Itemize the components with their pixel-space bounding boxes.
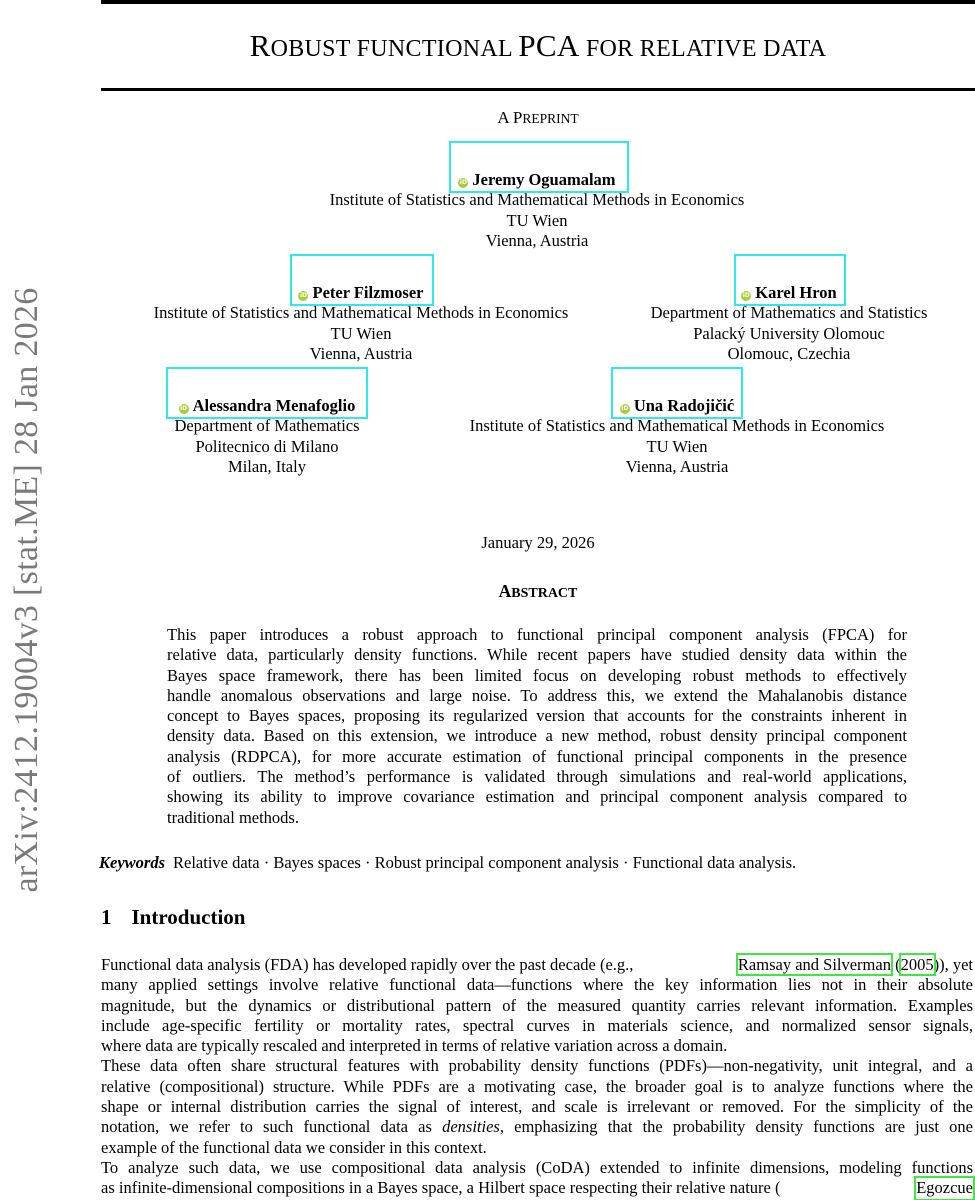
orcid-icon[interactable]: iD	[742, 292, 750, 299]
introduction-text	[101, 955, 973, 1199]
intro-line: include age-specific fertility or mortality rates, spectral curves in materials science, and normalized sensor signals,	[101, 1015, 973, 1035]
orcid-icon[interactable]: iD	[621, 405, 629, 412]
title-rule	[101, 88, 975, 91]
abstract-line: handle anomalous observations and large noise. To address this, we extend the Mahalanobis distance	[167, 685, 907, 705]
author-affiliation: Olomouc, Czechia	[727, 343, 851, 363]
author-link-box[interactable]	[166, 367, 368, 419]
abstract-line: density data. Based on this extension, we introduce a new method, robust density principal component	[167, 726, 907, 746]
author-block	[489, 283, 975, 364]
intro-line	[101, 955, 973, 975]
intro-line: where data are typically rescaled and interpreted in terms of relative variation across a domain.	[101, 1036, 728, 1056]
citation-link-2005[interactable]: 2005	[900, 955, 934, 974]
abstract-line: analysis (RDPCA), for more accurate estimation of functional principal components in the presence	[167, 746, 907, 766]
author-affiliation: TU Wien	[506, 210, 568, 230]
author-affiliation: Institute of Statistics and Mathematical Methods in Economics	[329, 190, 745, 210]
paper-title: ROBUST FUNCTIONAL PCA FOR RELATIVE DATA	[249, 28, 827, 63]
author-affiliation: TU Wien	[646, 436, 708, 456]
author-link-box[interactable]	[611, 367, 743, 419]
text: )), yet	[933, 955, 973, 974]
author-name[interactable]: Una Radojičić	[633, 396, 735, 415]
orcid-icon[interactable]: iD	[459, 179, 467, 186]
author-affiliation: TU Wien	[330, 323, 392, 343]
abstract-line: traditional methods.	[167, 807, 299, 827]
top-rule	[101, 0, 975, 4]
author-affiliation: Politecnico di Milano	[195, 436, 339, 456]
author-affiliation: Vienna, Austria	[625, 456, 729, 476]
author-name[interactable]: Karel Hron	[755, 283, 837, 302]
abstract-line: concept to Bayes spaces, proposing its regularized version that accounts for the constraints inherent in	[167, 706, 907, 726]
abstract-line: showing its ability to improve covariance estimation and principal component analysis compared to	[167, 787, 907, 807]
abstract-text	[167, 625, 907, 828]
keywords	[99, 853, 796, 873]
text: (	[895, 955, 901, 974]
intro-line: magnitude, but the dynamics or distributional pattern of the measured quantity carries relevant information. Examples	[101, 995, 973, 1015]
abstract-line: relative data, particularly density functions. While recent papers have studied density data within the	[167, 645, 907, 665]
author-affiliation: Vienna, Austria	[485, 230, 589, 250]
keywords-text: Relative data · Bayes spaces · Robust principal component analysis · Functional data analysis.	[173, 853, 797, 872]
author-affiliation: Palacký University Olomouc	[693, 323, 885, 343]
author-name[interactable]: Alessandra Menafoglio	[192, 396, 356, 415]
arxiv-identifier[interactable]: arXiv:2412.19004v3 [stat.ME] 28 Jan 2026	[8, 287, 45, 893]
intro-line: as infinite-dimensional compositions in a Bayes space, a Hilbert space respecting their relative nature ( Egozcue	[101, 1178, 973, 1198]
author-affiliation: Department of Mathematics and Statistics	[650, 303, 928, 323]
author-affiliation: Vienna, Austria	[309, 343, 413, 363]
author-affiliation: Institute of Statistics and Mathematical Methods in Economics	[469, 416, 885, 436]
paper-date: January 29, 2026	[481, 533, 595, 552]
citation-link-egozcue[interactable]: Egozcue	[916, 1178, 973, 1198]
author-affiliation: Milan, Italy	[228, 456, 306, 476]
abstract-line: of outliers. The method’s performance is validated through simulations and real-world applications,	[167, 767, 907, 787]
keywords-label: Keywords	[99, 853, 165, 872]
author-link-box[interactable]	[734, 254, 846, 306]
author-link-box[interactable]	[449, 141, 629, 193]
intro-line: shape or internal distribution carries the signal of interest, and scale is irrelevant or removed. For the simplicity of the	[101, 1097, 973, 1117]
section-heading-introduction: 1 Introduction	[101, 905, 246, 929]
intro-line: example of the functional data we consider in this context.	[101, 1137, 487, 1157]
intro-line: These data often share structural features with probability density functions (PDFs)—non-negativity, unit integral, and a	[101, 1056, 973, 1076]
citation-link-ramsay-silverman[interactable]: Ramsay and Silverman	[737, 955, 891, 974]
orcid-icon[interactable]: iD	[299, 292, 307, 299]
abstract-line: This paper introduces a robust approach to functional principal component analysis (FPCA) for	[167, 625, 907, 644]
author-name[interactable]: Jeremy Oguamalam	[472, 170, 616, 189]
text: Functional data analysis (FDA) has developed rapidly over the past decade (e.g.,	[101, 955, 634, 974]
author-name[interactable]: Peter Filzmoser	[312, 283, 424, 302]
abstract-heading: ABSTRACT	[498, 581, 578, 601]
author-link-box[interactable]	[290, 254, 434, 306]
intro-line: relative (compositional) structure. While PDFs are a motivating case, the broader goal is to analyze functions where the	[101, 1076, 973, 1096]
orcid-icon[interactable]: iD	[180, 405, 188, 412]
author-affiliation: Institute of Statistics and Mathematical Methods in Economics	[153, 303, 569, 323]
abstract-line: Bayes space framework, there has been limited focus on developing robust methods to effectively	[167, 665, 907, 685]
intro-line: To analyze such data, we use compositional data analysis (CoDA) extended to infinite dimensions, modeling functions	[101, 1157, 973, 1177]
intro-line: notation, we refer to such functional data as densities, emphasizing that the probability density functions are just one	[101, 1117, 974, 1137]
preprint-label: A PREPRINT	[497, 108, 579, 127]
author-affiliation: Department of Mathematics	[174, 416, 360, 436]
intro-line: many applied settings involve relative functional data—functions where the key information lies not in their absolute	[101, 975, 973, 995]
